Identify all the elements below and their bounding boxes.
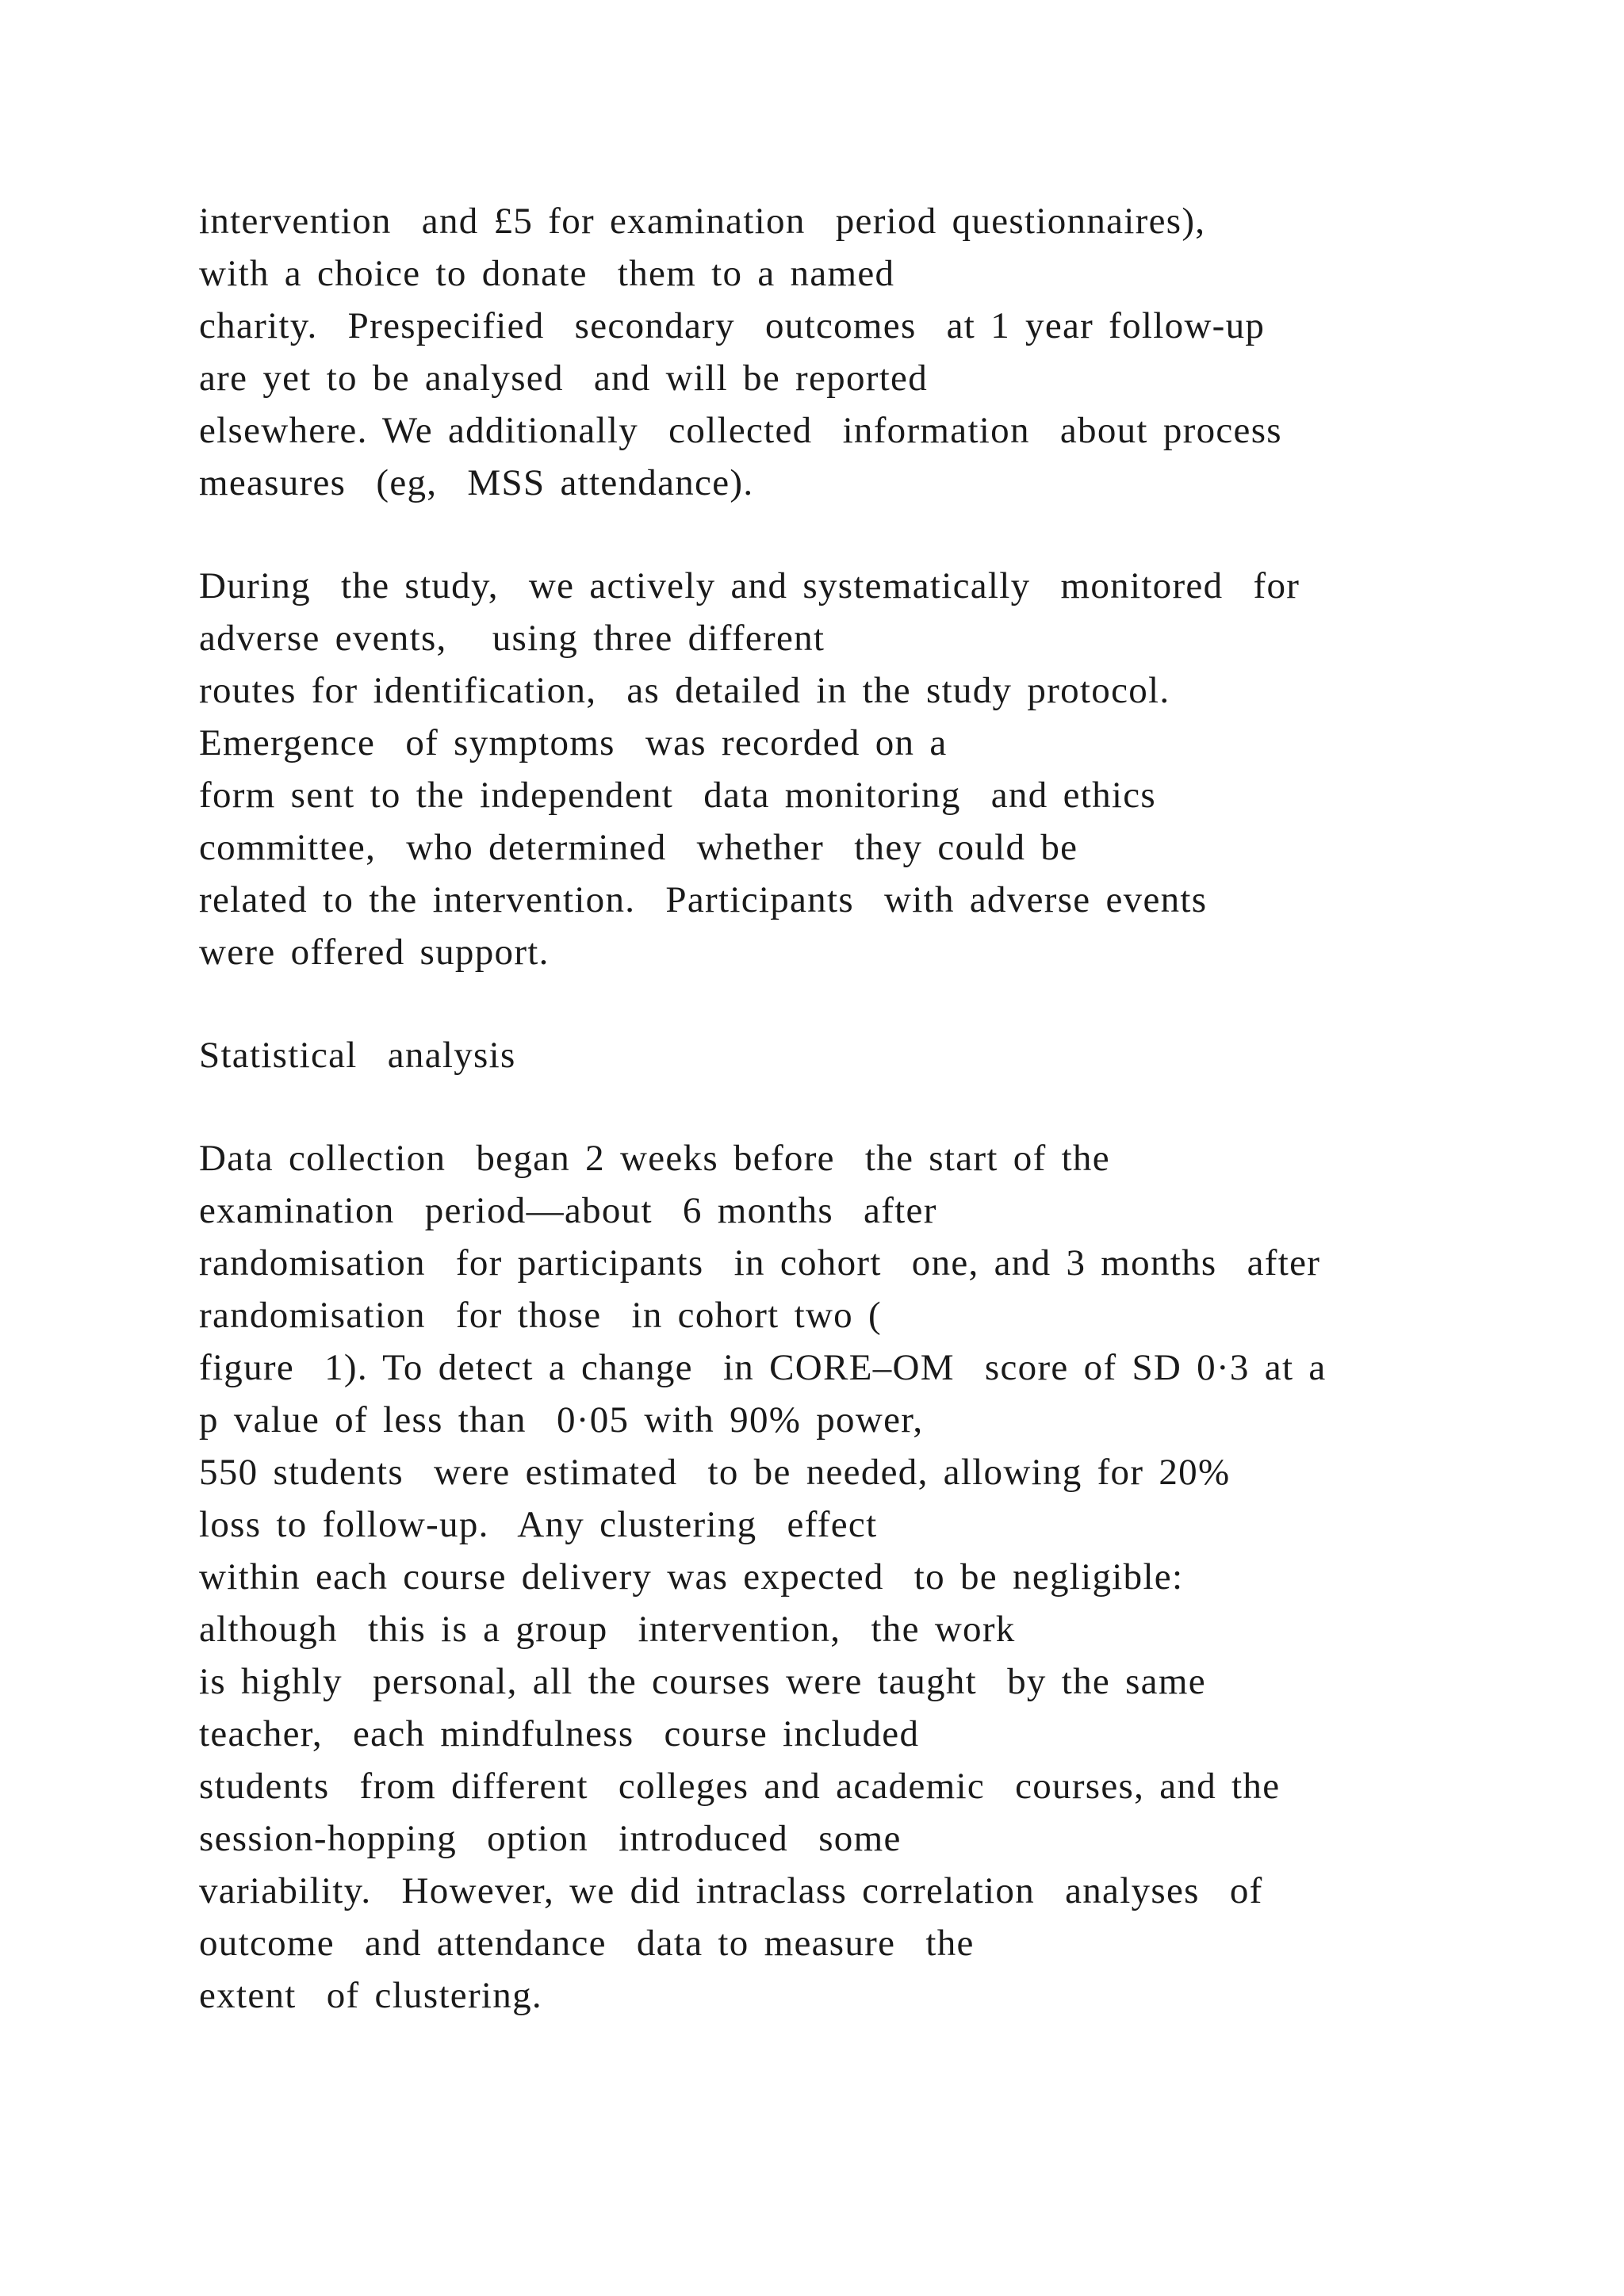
text-line: figure 1). To detect a change in CORE–OM score of SD 0·3 at a bbox=[199, 1347, 1327, 1388]
text-line: students from different colleges and academic courses, and the bbox=[199, 1766, 1281, 1807]
text-line: session-hopping option introduced some bbox=[199, 1818, 902, 1859]
text-line: elsewhere. We additionally collected information about process bbox=[199, 410, 1282, 451]
text-line: examination period—about 6 months after bbox=[199, 1190, 937, 1231]
paragraph-adverse-events bbox=[199, 560, 1547, 978]
paragraph-data-collection bbox=[199, 1132, 1547, 2022]
text-line: During the study, we actively and systematically monitored for bbox=[199, 565, 1300, 607]
text-line: randomisation for participants in cohort one, and 3 months after bbox=[199, 1242, 1321, 1284]
section-heading: Statistical analysis bbox=[199, 1035, 516, 1076]
text-line: loss to follow-up. Any clustering effect bbox=[199, 1504, 878, 1545]
text-line: is highly personal, all the courses were taught by the same bbox=[199, 1661, 1206, 1702]
paragraph-gap bbox=[199, 1081, 1547, 1132]
text-line: were offered support. bbox=[199, 932, 550, 973]
text-line: outcome and attendance data to measure the bbox=[199, 1923, 975, 1964]
text-line: with a choice to donate them to a named bbox=[199, 253, 895, 294]
text-line: related to the intervention. Participants with adverse events bbox=[199, 879, 1208, 920]
paragraph-gap bbox=[199, 509, 1547, 560]
text-line: variability. However, we did intraclass correlation analyses of bbox=[199, 1870, 1263, 1911]
text-line: are yet to be analysed and will be reported bbox=[199, 358, 929, 399]
text-line: p value of less than 0·05 with 90% power, bbox=[199, 1399, 924, 1441]
text-line: 550 students were estimated to be needed, allowing for 20% bbox=[199, 1452, 1231, 1493]
text-line: Data collection began 2 weeks before the start of the bbox=[199, 1138, 1110, 1179]
text-line: routes for identification, as detailed in the study protocol. bbox=[199, 670, 1170, 711]
document-body bbox=[199, 195, 1547, 2022]
text-line: extent of clustering. bbox=[199, 1975, 542, 2016]
text-line: intervention and £5 for examination period questionnaires), bbox=[199, 201, 1206, 242]
text-line: committee, who determined whether they could be bbox=[199, 827, 1078, 868]
text-line: adverse events, using three different bbox=[199, 618, 825, 659]
section-heading-statistical-analysis bbox=[199, 1029, 1547, 1081]
paragraph-gap bbox=[199, 978, 1547, 1029]
paragraph-incentives-outcomes bbox=[199, 195, 1547, 509]
text-line: Emergence of symptoms was recorded on a bbox=[199, 722, 948, 763]
text-line: although this is a group intervention, the work bbox=[199, 1609, 1016, 1650]
text-line: randomisation for those in cohort two ( bbox=[199, 1295, 882, 1336]
text-line: within each course delivery was expected to be negligible: bbox=[199, 1556, 1184, 1598]
text-line: teacher, each mindfulness course included bbox=[199, 1713, 920, 1755]
text-line: charity. Prespecified secondary outcomes at 1 year follow-up bbox=[199, 305, 1266, 346]
text-line: form sent to the independent data monitoring and ethics bbox=[199, 775, 1156, 816]
text-line: measures (eg, MSS attendance). bbox=[199, 462, 754, 503]
